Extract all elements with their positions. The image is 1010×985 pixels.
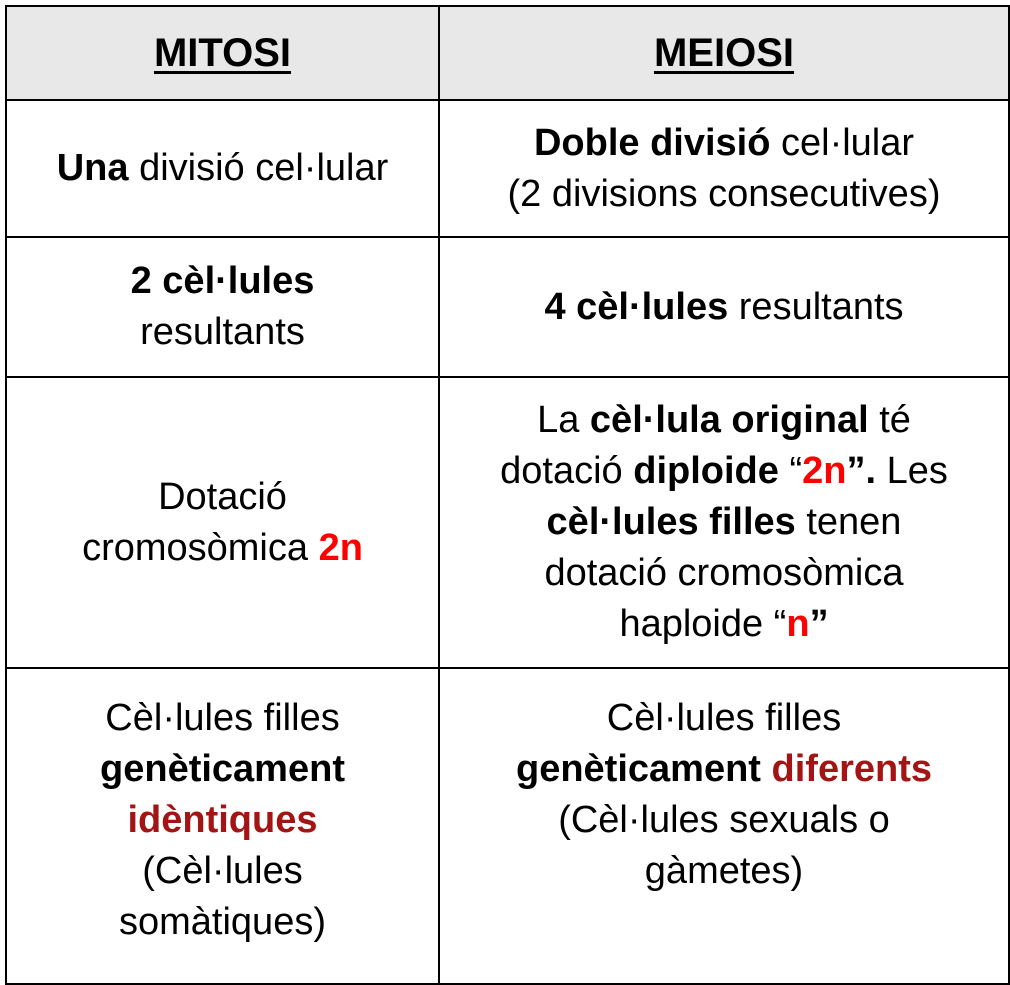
- cell-line: (2 divisions consecutives): [507, 172, 941, 215]
- text: La: [537, 399, 590, 441]
- header-row: [6, 6, 1009, 100]
- text: cel·lular: [770, 121, 915, 164]
- cell-line: gàmetes): [644, 850, 804, 892]
- comparison-table: [5, 5, 1010, 985]
- cell-line: (Cèl·lules: [142, 850, 303, 892]
- cell-mitosi-divisions: [6, 100, 439, 237]
- text-bold: 4 cèl·lules: [544, 285, 729, 328]
- highlight-identical: idèntiques: [127, 799, 318, 841]
- text: tenen: [795, 501, 902, 543]
- highlight-different: diferents: [771, 748, 932, 790]
- cell-line: Dotació: [158, 475, 287, 518]
- cell-mitosi-ploidy: [6, 377, 439, 668]
- cell-mitosi-cells: [6, 237, 439, 377]
- text: té: [868, 399, 911, 441]
- text-bold: ”.: [846, 450, 877, 492]
- text-bold: cèl·lula original: [589, 399, 869, 441]
- text: Les: [876, 450, 948, 492]
- cell-line: Cèl·lules filles: [606, 697, 842, 739]
- cell-mitosi-genetics: [6, 668, 439, 984]
- cell-line: (Cèl·lules sexuals o: [558, 799, 890, 841]
- text-bold: genèticament: [515, 748, 761, 790]
- cell-line: [448, 599, 1000, 650]
- table-row: [6, 237, 1009, 377]
- cell-meiosi-cells: [439, 237, 1009, 377]
- text: “: [778, 450, 803, 492]
- text: cromosòmica: [82, 526, 319, 569]
- cell-meiosi-genetics: [439, 668, 1009, 984]
- table-row: [6, 377, 1009, 668]
- cell-line: Cèl·lules filles: [105, 697, 340, 739]
- text-bold: ”: [809, 603, 829, 645]
- cell-line: [448, 446, 1000, 497]
- text-bold: 2 cèl·lules: [130, 260, 315, 302]
- text: divisió cel·lular: [128, 147, 389, 189]
- cell-line: dotació cromosòmica: [544, 552, 904, 594]
- text-bold: cèl·lules filles: [546, 501, 796, 543]
- header-mitosi: MITOSI: [6, 6, 439, 100]
- highlight-2n: 2n: [802, 450, 847, 492]
- cell-line: resultants: [140, 311, 305, 353]
- cell-line: somàtiques): [119, 901, 326, 943]
- cell-meiosi-ploidy: [439, 377, 1009, 668]
- text-bold: genèticament: [100, 748, 345, 790]
- text: resultants: [728, 285, 904, 328]
- text: dotació: [500, 450, 634, 492]
- text-bold: Una: [56, 147, 129, 189]
- cell-line: [448, 744, 1000, 795]
- text-bold: Doble divisió: [533, 121, 771, 164]
- text: haploide “: [619, 603, 787, 645]
- header-meiosi: MEIOSI: [439, 6, 1009, 100]
- text-bold: diploide: [633, 450, 779, 492]
- highlight-2n: 2n: [318, 526, 363, 569]
- table-row: [6, 100, 1009, 237]
- cell-line: [448, 118, 1000, 169]
- cell-line: [448, 395, 1000, 446]
- table-row: [6, 668, 1009, 984]
- highlight-n: n: [786, 603, 810, 645]
- cell-line: [15, 523, 430, 574]
- cell-line: [448, 497, 1000, 548]
- cell-meiosi-divisions: [439, 100, 1009, 237]
